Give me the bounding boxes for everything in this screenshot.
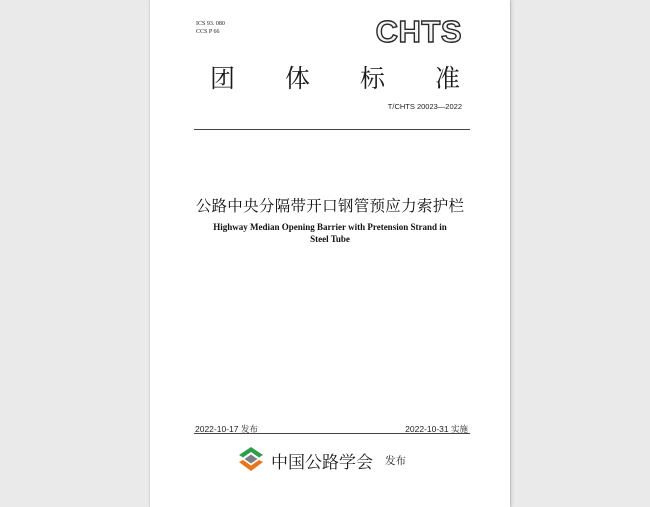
footer-divider <box>194 433 470 434</box>
document-title-english <box>190 222 470 245</box>
document-page <box>150 0 510 507</box>
english-title-line: Steel Tube <box>310 233 350 244</box>
chts-emblem-icon <box>238 446 264 474</box>
classification-codes <box>196 20 225 36</box>
chts-logo: CHTS <box>375 14 462 49</box>
document-title-chinese: 公路中央分隔带开口钢管预应力索护栏 <box>195 197 465 215</box>
standard-number: T/CHTS 20023—2022 <box>387 102 462 111</box>
issue-date: 2022-10-17 发布 <box>195 424 258 434</box>
standard-type-char: 体 <box>284 64 310 93</box>
implementation-date: 2022-10-31 实施 <box>405 424 468 434</box>
standard-type-char: 团 <box>210 64 236 93</box>
standard-type-heading <box>210 64 460 94</box>
publisher-suffix: 发布 <box>385 454 406 467</box>
publisher-block <box>238 444 406 476</box>
header-divider <box>194 129 470 130</box>
ics-code: ICS 93. 080 <box>196 21 225 27</box>
standard-type-char: 标 <box>359 64 385 93</box>
standard-type-char: 准 <box>434 64 460 93</box>
ccs-code: CCS P 66 <box>196 29 220 35</box>
publisher-name: 中国公路学会 <box>271 452 373 473</box>
english-title-line: Highway Median Opening Barrier with Pretension Strand in <box>213 222 447 232</box>
